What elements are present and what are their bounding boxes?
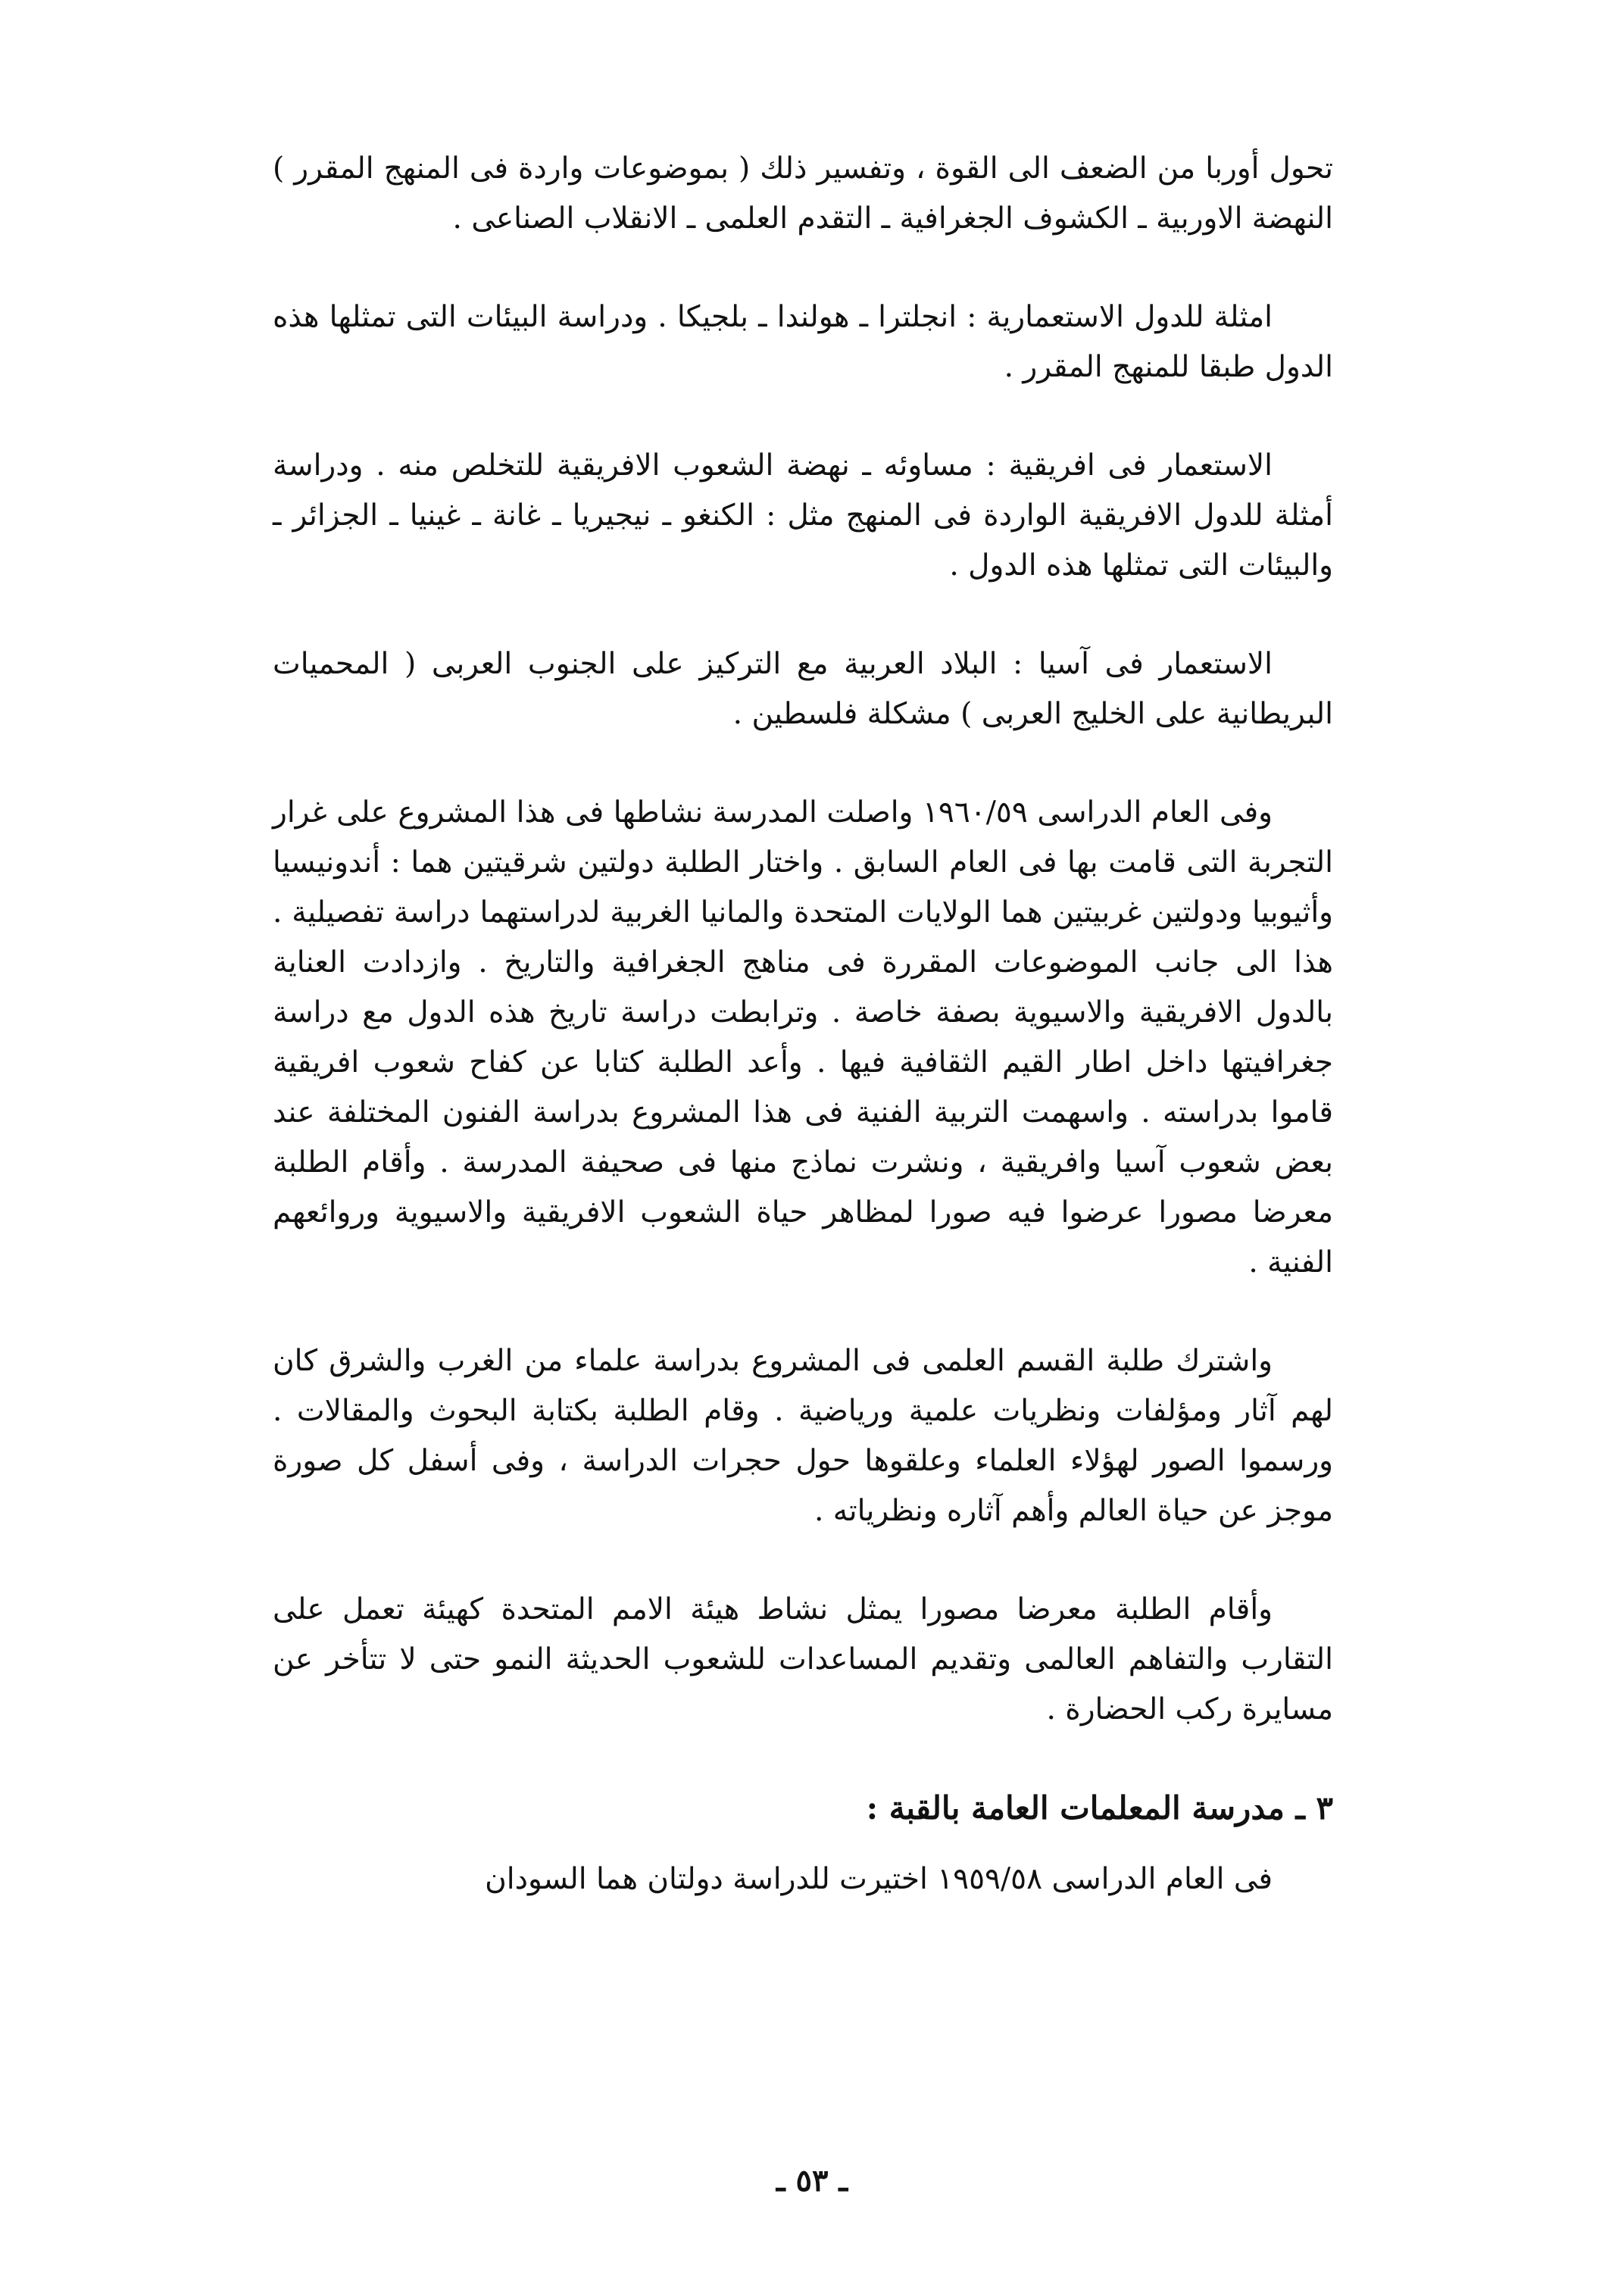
paragraph-school-year-1958-59: فى العام الدراسى ١٩٥٩/٥٨ اختيرت للدراسة دولتان هما السودان bbox=[485, 1862, 1273, 1896]
paragraph-school-year-1959-60: وفى العام الدراسى ١٩٦٠/٥٩ واصلت المدرسة نشاطها فى هذا المشروع على غرار التجربة التى قامت بها فى العام السابق . واختار الطلبة دولتين شرقيتين هما : أندونيسيا وأثيوبيا ودولتين غربيتين هما الولايات المتحدة والمانيا الغربية لدراستهما دراسة تفصيلية . هذا الى جانب الموضوعات المقررة فى مناهج الجغرافية والتاريخ . وازدادت العناية بالدول الافريقية والاسيوية بصفة خاصة . وترابطت دراسة تاريخ هذه الدول مع دراسة جغرافيتها داخل اطار القيم الثقافية فيها . وأعد الطلبة كتابا عن كفاح شعوب افريقية قاموا بدراسته . واسهمت التربية الفنية فى هذا المشروع بدراسة الفنون المختلفة عند بعض شعوب آسيا وافريقية ، ونشرت نماذج منها فى صحيفة المدرسة . وأقام الطلبة معرضا مصورا عرضوا فيه صورا لمظاهر حياة الشعوب الافريقية والاسيوية وروائعهم الفنية . bbox=[273, 795, 1333, 1280]
document-page bbox=[273, 144, 1333, 2189]
paragraph-colonialism-africa: الاستعمار فى افريقية : مساوئه ـ نهضة الشعوب الافريقية للتخلص منه . ودراسة أمثلة للدول الافريقية الواردة فى المنهج مثل : الكنغو ـ نيجيريا ـ غانة ـ غينيا ـ الجزائر ـ والبيئات التى تمثلها هذه الدول . bbox=[273, 448, 1333, 583]
page-number: ـ ٥٣ ـ bbox=[776, 2163, 848, 2198]
paragraph-europe-rise: تحول أوربا من الضعف الى القوة ، وتفسير ذلك ( بموضوعات واردة فى المنهج المقرر ) النهضة الاوربية ـ الكشوف الجغرافية ـ التقدم العلمى ـ الانقلاب الصناعى . bbox=[273, 152, 1333, 236]
paragraph-un-exhibition: وأقام الطلبة معرضا مصورا يمثل نشاط هيئة الامم المتحدة كهيئة تعمل على التقارب والتفاهم العالمى وتقديم المساعدات للشعوب الحديثة النمو حتى لا تتأخر عن مسايرة ركب الحضارة . bbox=[273, 1592, 1333, 1726]
section-heading: ٣ ـ مدرسة المعلمات العامة بالقبة : bbox=[866, 1789, 1333, 1826]
paragraph-science-section: واشترك طلبة القسم العلمى فى المشروع بدراسة علماء من الغرب والشرق كان لهم آثار ومؤلفات ونظريات علمية ورياضية . وقام الطلبة بكتابة البحوث والمقالات . ورسموا الصور لهؤلاء العلماء وعلقوها حول حجرات الدراسة ، وفى أسفل كل صورة موجز عن حياة العالم وأهم آثاره ونظرياته . bbox=[273, 1344, 1333, 1528]
paragraph-colonial-powers: امثلة للدول الاستعمارية : انجلترا ـ هولندا ـ بلجيكا . ودراسة البيئات التى تمثلها هذه الدول طبقا للمنهج المقرر . bbox=[273, 300, 1333, 384]
paragraph-colonialism-asia: الاستعمار فى آسيا : البلاد العربية مع التركيز على الجنوب العربى ( المحميات البريطانية على الخليج العربى ) مشكلة فلسطين . bbox=[273, 647, 1333, 731]
